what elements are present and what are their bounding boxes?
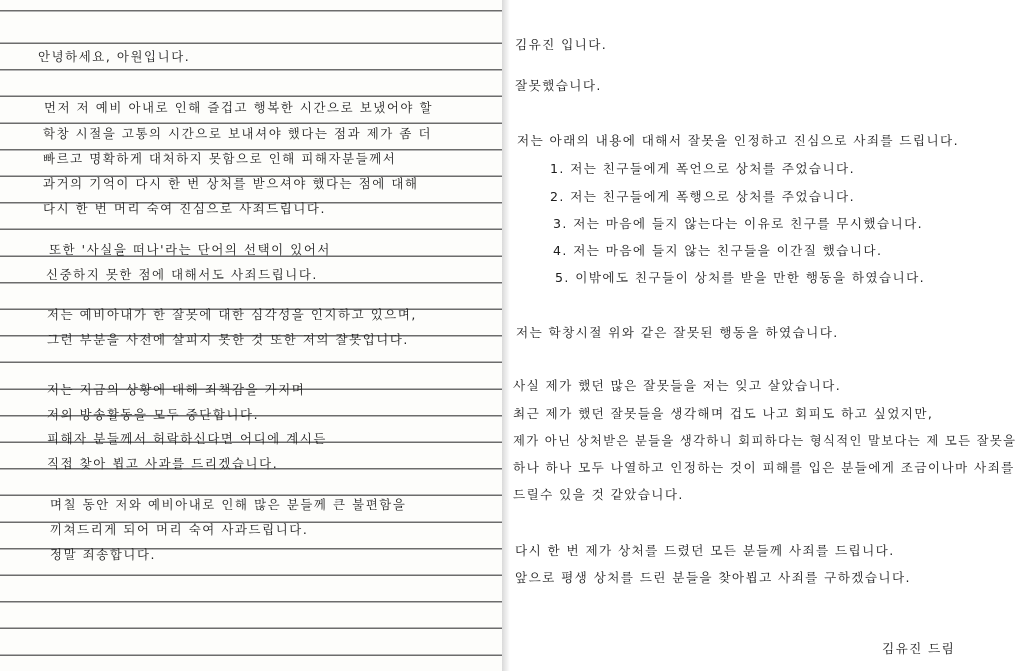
- letter-line: 다시 한 번 머리 숙여 진심으로 사죄드립니다.: [43, 201, 327, 216]
- letter-line: 5. 이밖에도 친구들이 상처를 받을 만한 행동을 하였습니다.: [555, 270, 926, 285]
- letter-line: 3. 저는 마음에 들지 않는다는 이유로 친구를 무시했습니다.: [553, 216, 924, 231]
- letter-line: 다시 한 번 제가 상처를 드렸던 모든 분들께 사죄를 드립니다.: [515, 543, 895, 558]
- letter-page-left: [0, 0, 502, 671]
- letter-line: 하나 하나 모두 나열하고 인정하는 것이 피해를 입은 분들에게 조금이나마 사죄를: [513, 460, 1015, 475]
- letter-line: 1. 저는 친구들에게 폭언으로 상처를 주었습니다.: [550, 161, 855, 176]
- letter-line: 안녕하세요, 아원입니다.: [38, 49, 191, 64]
- letter-line: 저의 방송활동을 모두 중단합니다.: [47, 407, 260, 422]
- letter-line: 저는 아래의 내용에 대해서 잘못을 인정하고 진심으로 사죄를 드립니다.: [517, 133, 960, 148]
- letter-line: 저는 지금의 상황에 대해 죄책감을 가지며: [47, 382, 306, 397]
- letter-line: 2. 저는 친구들에게 폭행으로 상처를 주었습니다.: [550, 189, 855, 204]
- page-gutter: [502, 0, 510, 671]
- letter-line: 직접 찾아 뵙고 사과를 드리겠습니다.: [47, 456, 279, 471]
- letter-line: 먼저 저 예비 아내로 인해 즐겁고 행복한 시간으로 보냈어야 할: [44, 100, 434, 115]
- letter-line: 빠르고 명확하게 대처하지 못함으로 인해 피해자분들께서: [43, 151, 397, 166]
- letter-line: 드릴수 있을 것 같았습니다.: [513, 487, 684, 502]
- letter-line: 저는 예비아내가 한 잘못에 대한 심각성을 인지하고 있으며,: [47, 307, 417, 322]
- letter-line: 제가 아닌 상처받은 분들을 생각하니 회피하다는 형식적인 말보다는 제 모든 잘못을: [513, 433, 1017, 448]
- letter-line: 김유진 입니다.: [515, 37, 608, 52]
- letter-line: 그런 부분을 사전에 살피지 못한 것 또한 저의 잘못입니다.: [47, 332, 409, 347]
- letter-line: 피해자 분들께서 허락하신다면 어디에 계시든: [47, 431, 327, 446]
- letter-line: 끼쳐드리게 되어 머리 숙여 사과드립니다.: [50, 522, 309, 537]
- letter-line: 학창 시절을 고통의 시간으로 보내셔야 했다는 점과 제가 좀 더: [43, 126, 433, 141]
- letter-line: 며칠 동안 저와 예비아내로 인해 많은 분들께 큰 불편함을: [50, 497, 407, 512]
- letter-line: 또한 '사실을 떠나'라는 단어의 선택이 있어서: [49, 242, 331, 257]
- letter-page-right: [510, 0, 1024, 671]
- letter-line: 저는 학창시절 위와 같은 잘못된 행동을 하였습니다.: [516, 325, 839, 340]
- letter-line: 정말 죄송합니다.: [50, 547, 157, 562]
- letter-line: 4. 저는 마음에 들지 않는 친구들을 이간질 했습니다.: [553, 243, 883, 258]
- letter-signature: 김유진 드림: [882, 641, 956, 656]
- letter-line: 앞으로 평생 상처를 드린 분들을 찾아뵙고 사죄를 구하겠습니다.: [515, 570, 911, 585]
- letter-line: 신중하지 못한 점에 대해서도 사죄드립니다.: [46, 267, 318, 282]
- letter-line: 최근 제가 했던 잘못들을 생각해며 겁도 나고 회피도 하고 싶었지만,: [513, 406, 934, 421]
- letter-line: 사실 제가 했던 많은 잘못들을 저는 잊고 살았습니다.: [513, 378, 842, 393]
- letter-line: 잘못했습니다.: [515, 78, 602, 93]
- letter-line: 과거의 기억이 다시 한 번 상처를 받으셔야 했다는 점에 대해: [43, 176, 419, 191]
